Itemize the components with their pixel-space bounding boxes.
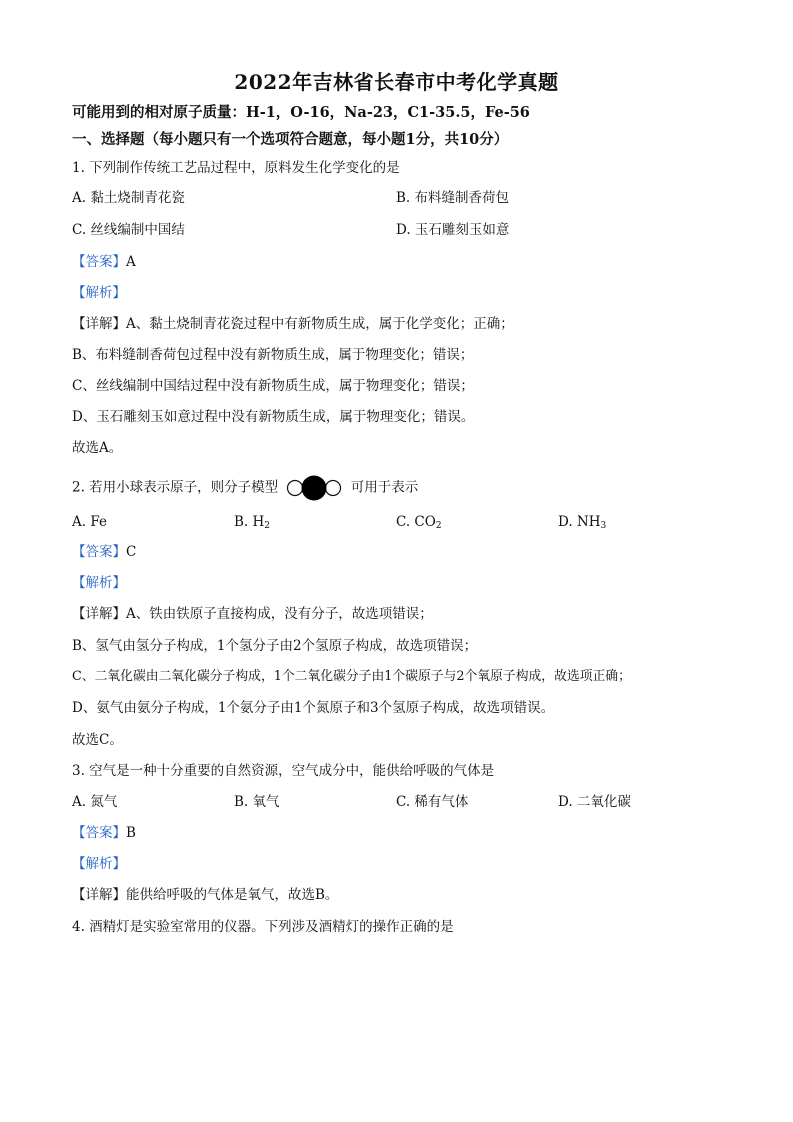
q2-stem (72, 474, 418, 502)
q2-detail-4: D、氨气由氨分子构成，1个氨分子由1个氮原子和3个氢原子构成，故选项错误。 (72, 700, 555, 716)
section-heading: 一、选择题（每小题只有一个选项符合题意，每小题1分，共10分） (72, 131, 509, 148)
large-black-atom (302, 476, 327, 501)
answer-value: C (126, 544, 137, 560)
q3-option-b: B. 氧气 (234, 794, 280, 810)
q3-stem: 3. 空气是一种十分重要的自然资源，空气成分中，能供给呼吸的气体是 (72, 763, 495, 779)
q2-answer (72, 542, 136, 562)
q2-option-a: A. Fe (72, 514, 107, 530)
detail-tag: 【详解】 (72, 887, 126, 903)
q2-analysis-tag: 【解析】 (72, 575, 126, 591)
small-white-atom-right (326, 481, 341, 496)
q1-option-a: A. 黏土烧制青花瓷 (72, 190, 185, 206)
q1-detail-2: B、布料缝制香荷包过程中没有新物质生成，属于物理变化；错误； (72, 347, 474, 363)
q1-analysis-tag: 【解析】 (72, 285, 126, 301)
answer-tag: 【答案】 (72, 544, 126, 560)
detail-text: 能供给呼吸的气体是氧气，故选B。 (126, 887, 339, 903)
detail-text: A、黏土烧制青花瓷过程中有新物质生成，属于化学变化；正确； (126, 316, 514, 332)
q1-detail-4: D、玉石雕刻玉如意过程中没有新物质生成，属于物理变化；错误。 (72, 409, 475, 425)
answer-tag: 【答案】 (72, 254, 126, 270)
q3-option-a: A. 氮气 (72, 794, 118, 810)
detail-text: A、铁由铁原子直接构成，没有分子，故选项错误； (126, 606, 433, 622)
q1-stem: 1. 下列制作传统工艺品过程中，原料发生化学变化的是 (72, 160, 400, 176)
q1-option-b: B. 布料缝制香荷包 (396, 190, 510, 206)
q1-option-c: C. 丝线编制中国结 (72, 222, 185, 238)
answer-value: A (126, 254, 136, 270)
q3-option-d: D. 二氧化碳 (558, 794, 631, 810)
q1-answer (72, 252, 136, 272)
q3-detail-1 (72, 885, 338, 905)
q2-option-b: B. $H_2$ (234, 514, 271, 531)
q2-stem-after: 可用于表示 (350, 479, 419, 496)
q1-detail-1 (72, 314, 514, 334)
q1-detail-3: C、丝线编制中国结过程中没有新物质生成，属于物理变化；错误； (72, 378, 474, 394)
q2-detail-2: B、氢气由氢分子构成，1个氢分子由2个氢原子构成，故选项错误； (72, 638, 478, 654)
q2-option-d: D. $NH_3$ (558, 514, 607, 531)
answer-tag: 【答案】 (72, 825, 126, 841)
page-title: 2022年吉林省长春市中考化学真题 (234, 70, 559, 94)
q3-analysis-tag: 【解析】 (72, 856, 126, 872)
q2-option-c: C. $CO_2$ (396, 514, 442, 531)
detail-tag: 【详解】 (72, 316, 126, 332)
detail-tag: 【详解】 (72, 606, 126, 622)
molecule-model-image (286, 474, 342, 502)
q2-detail-3: C、二氧化碳由二氧化碳分子构成，1个二氧化碳分子由1个碳原子与2个氧原子构成，故选项正确； (72, 669, 631, 684)
q1-option-d: D. 玉石雕刻玉如意 (396, 222, 510, 238)
answer-value: B (126, 825, 136, 841)
q1-conclusion: 故选A。 (72, 440, 123, 456)
q3-answer (72, 823, 136, 843)
q3-option-c: C. 稀有气体 (396, 794, 469, 810)
small-white-atom-left (288, 481, 303, 496)
q2-detail-1 (72, 604, 433, 624)
q4-stem: 4. 酒精灯是实验室常用的仪器。下列涉及酒精灯的操作正确的是 (72, 919, 454, 935)
q2-stem-before: 2. 若用小球表示原子，则分子模型 (72, 479, 279, 496)
q2-conclusion: 故选C。 (72, 732, 123, 748)
atomic-masses: 可能用到的相对原子质量：H-1，O-16，Na-23，C1-35.5，Fe-56 (72, 104, 530, 121)
